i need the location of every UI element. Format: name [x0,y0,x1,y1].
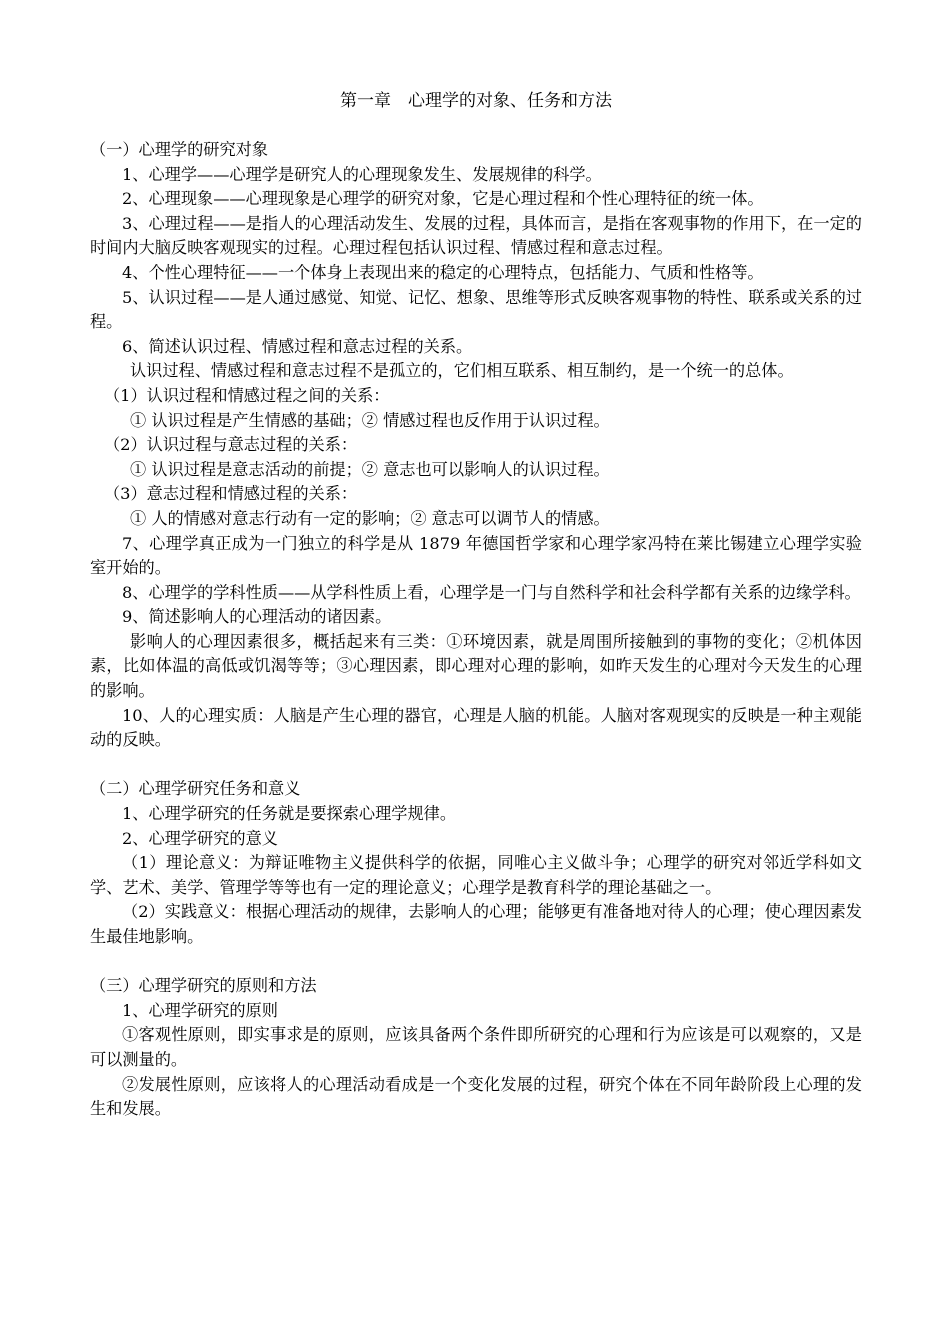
relation-detail: ① 认识过程是产生情感的基础；② 情感过程也反作用于认识过程。 [130,410,610,430]
paragraph: （2）实践意义：根据心理活动的规律，去影响人的心理；能够更有准备地对待人的心理；使心理因素发生最佳地影响。 [90,902,862,946]
paragraph: 6、简述认识过程、情感过程和意志过程的关系。 [122,336,473,356]
paragraph: 7、心理学真正成为一门独立的科学是从 1879 年德国哲学家和心理学家冯特在莱比锡建立心理学实验室开始的。 [90,533,862,578]
paragraph: ①客观性原则，即实事求是的原则，应该具备两个条件即所研究的心理和行为应该是可以观察的，又是可以测量的。 [90,1025,862,1069]
chapter-title: 第一章 心理学的对象、任务和方法 [340,91,612,111]
section-heading: （一）心理学的研究对象 [90,140,269,159]
document-page [90,88,862,1122]
spacer [90,950,862,975]
paragraph: 4、个性心理特征——一个体身上表现出来的稳定的心理特点，包括能力、气质和性格等。 [122,262,764,282]
paragraph: 10、人的心理实质：人脑是产生心理的器官，心理是人脑的机能。人脑对客观现实的反映是一种主观能动的反映。 [90,705,862,750]
paragraph: 影响人的心理因素很多，概括起来有三类：①环境因素，就是周围所接触到的事物的变化；②机体因素，比如体温的高低或饥渴等等；③心理因素，即心理对心理的影响，如昨天发生的心理对今天发生的心理的影响。 [90,631,862,701]
relation-detail: ① 人的情感对意志行动有一定的影响；② 意志可以调节人的情感。 [130,508,610,528]
paragraph: 1、心理学研究的原则 [122,1000,278,1020]
section-research-object [90,138,862,753]
section-research-tasks [90,777,862,949]
paragraph: 8、心理学的学科性质——从学科性质上看，心理学是一门与自然科学和社会科学都有关系的边缘学科。 [122,582,861,602]
paragraph: 1、心理学研究的任务就是要探索心理学规律。 [122,804,457,824]
paragraph: 3、心理过程——是指人的心理活动发生、发展的过程，具体而言，是指在客观事物的作用下，在一定的时间内大脑反映客观现实的过程。心理过程包括认识过程、情感过程和意志过程。 [90,213,862,258]
relation-heading: （2）认识过程与意志过程的关系： [104,435,358,455]
spacer [90,753,862,778]
paragraph: 9、简述影响人的心理活动的诸因素。 [122,607,392,627]
relation-heading: （1）认识过程和情感过程之间的关系： [104,385,390,405]
section-research-principles [90,974,862,1122]
paragraph: 2、心理现象——心理现象是心理学的研究对象，它是心理过程和个性心理特征的统一体。 [122,189,764,209]
paragraph: 1、心理学——心理学是研究人的心理现象发生、发展规律的科学。 [122,164,602,184]
paragraph: 认识过程、情感过程和意志过程不是孤立的，它们相互联系、相互制约，是一个统一的总体。 [130,361,794,381]
paragraph: （1）理论意义：为辩证唯物主义提供科学的依据，同唯心主义做斗争；心理学的研究对邻近学科如文学、艺术、美学、管理学等等也有一定的理论意义；心理学是教育科学的理论基础之一。 [90,853,862,897]
section-heading: （二）心理学研究任务和意义 [90,779,301,799]
paragraph: 5、认识过程——是人通过感觉、知觉、记忆、想象、思维等形式反映客观事物的特性、联系或关系的过程。 [90,287,862,332]
relation-heading: （3）意志过程和情感过程的关系： [104,484,358,504]
paragraph: ②发展性原则，应该将人的心理活动看成是一个变化发展的过程，研究个体在不同年龄阶段上心理的发生和发展。 [90,1074,862,1119]
relation-detail: ① 认识过程是意志活动的前提；② 意志也可以影响人的认识过程。 [130,459,610,479]
section-heading: （三）心理学研究的原则和方法 [90,976,317,996]
paragraph: 2、心理学研究的意义 [122,828,278,848]
